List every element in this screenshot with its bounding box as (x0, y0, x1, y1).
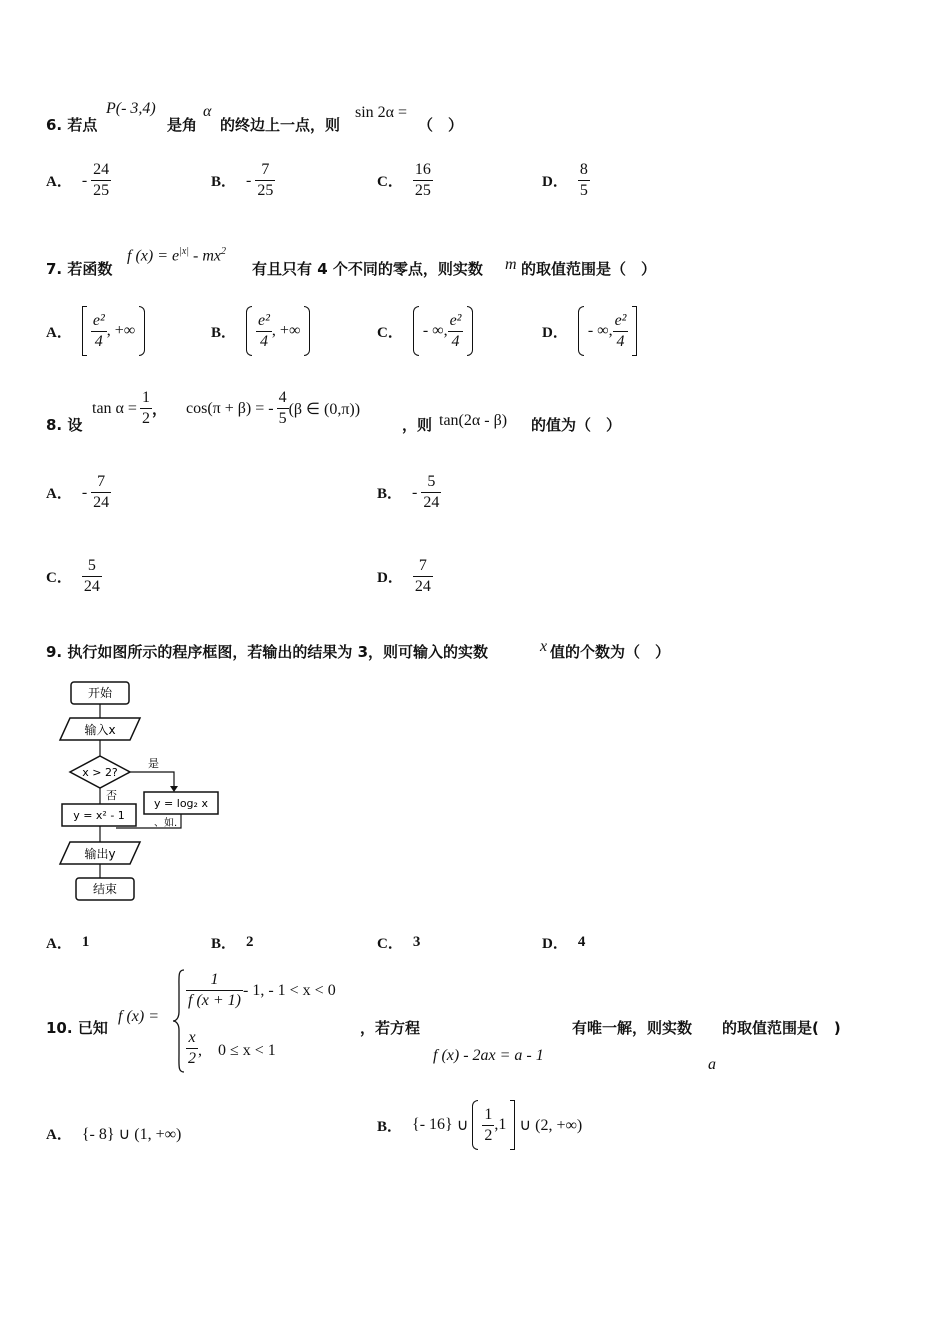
piecewise-case-1 (186, 970, 336, 1011)
fraction (413, 556, 433, 597)
flowchart-note: 、如. (154, 818, 178, 829)
option-label: D． (377, 570, 403, 586)
union-rest: ∪ (2, +∞) (519, 1117, 583, 1134)
tan-alpha-expression (92, 388, 167, 429)
right-paren (139, 306, 145, 356)
interval-start: - ∞, (422, 322, 448, 339)
stem-text: 有且只有 4 个不同的零点，则实数 (252, 260, 483, 278)
question-8-stem (46, 414, 82, 435)
interval-end: , +∞ (106, 322, 136, 339)
question-number: 10. (46, 1019, 73, 1037)
arrow-head (170, 786, 178, 792)
right-paren (467, 306, 473, 356)
option-c[interactable] (46, 556, 102, 597)
question-7-stem (46, 258, 112, 279)
stem-text: 的值为（ ） (531, 416, 622, 434)
left-paren (472, 1100, 478, 1150)
set-part: {- 16} (412, 1116, 453, 1133)
question-number: 9. (46, 643, 63, 661)
option-d[interactable] (542, 160, 590, 201)
option-label: C． (377, 174, 403, 190)
left-paren (246, 306, 252, 356)
fraction (186, 1028, 198, 1069)
sin-expression: sin 2α = (355, 104, 408, 121)
option-label: B． (377, 486, 403, 502)
flowchart-output-text: 输出y (84, 847, 116, 861)
flowchart-end-text: 结束 (92, 882, 118, 896)
option-value: {- 8} ∪ (1, +∞) (81, 1125, 182, 1143)
option-label: C． (377, 936, 403, 952)
right-paren (304, 306, 310, 356)
mx-part: - mx (189, 247, 222, 265)
numerator: e² (91, 311, 107, 332)
stem-text: ，若方程 (360, 1019, 421, 1037)
option-label: B． (377, 1118, 403, 1135)
numerator: 7 (255, 160, 275, 181)
piecewise-brace (172, 968, 186, 1074)
question-9-stem (46, 641, 488, 662)
denominator: 4 (616, 332, 625, 350)
tan-difference-expression: tan(2α - β) (439, 412, 508, 429)
flow-arrow-yes (130, 772, 174, 790)
option-a[interactable] (46, 160, 111, 201)
denominator: 5 (579, 182, 588, 199)
option-b[interactable] (377, 472, 441, 513)
stem-text: 的取值范围是( ) (722, 1019, 841, 1037)
variable-x: x (540, 638, 548, 655)
option-a[interactable] (46, 306, 145, 356)
option-label: B． (211, 936, 237, 952)
interval (578, 306, 638, 356)
denominator: f (x + 1) (188, 992, 241, 1009)
numerator: e² (256, 311, 272, 332)
option-a[interactable] (46, 1123, 181, 1144)
denominator: 24 (83, 578, 100, 595)
numerator: 8 (578, 160, 590, 181)
question-number: 7. (46, 260, 63, 278)
option-label: A． (46, 936, 72, 952)
expr-text: tan α = (92, 399, 137, 417)
separator: ， (151, 400, 167, 418)
fraction (482, 1105, 494, 1146)
exponent: |x| (179, 246, 190, 257)
cos-expression (186, 388, 360, 429)
option-d[interactable] (542, 306, 637, 356)
minus-sign: - (81, 483, 88, 501)
option-label: A． (46, 486, 72, 502)
flowchart-no-box-text: y = x² - 1 (73, 809, 125, 822)
question-10-stem (46, 1017, 108, 1038)
option-label: D． (542, 174, 568, 190)
option-c[interactable] (377, 932, 430, 953)
fraction (613, 311, 629, 352)
flowchart-condition-text: x > 2? (82, 766, 118, 779)
denominator: 24 (414, 578, 431, 595)
question-number: 8. (46, 416, 63, 434)
union-symbol: ∪ (456, 1117, 469, 1134)
fraction (91, 472, 111, 513)
question-number: 6. (46, 116, 63, 134)
numerator: 5 (421, 472, 441, 493)
numerator: 1 (140, 388, 152, 409)
option-value: 1 (81, 934, 90, 950)
alpha-symbol: α (203, 103, 212, 120)
stem-text: 设 (67, 416, 83, 434)
stem-text: 有唯一解，则实数 (572, 1019, 693, 1037)
numerator: e² (613, 311, 629, 332)
case-condition: , 0 ≤ x < 1 (198, 1042, 276, 1059)
piecewise-case-2 (186, 1028, 276, 1069)
fx-part: f (x) = e (127, 247, 180, 265)
option-label: D． (542, 936, 568, 952)
stem-text: ，则 (402, 416, 433, 434)
piecewise-fx: f (x) = (118, 1008, 159, 1025)
left-paren (413, 306, 419, 356)
numerator: e² (448, 311, 464, 332)
denominator: 25 (257, 182, 274, 199)
denominator: 5 (278, 410, 287, 427)
left-bracket (82, 306, 87, 356)
fraction (140, 388, 152, 429)
fraction (91, 311, 107, 352)
variable-a: a (708, 1056, 716, 1073)
denominator: 2 (141, 410, 150, 427)
interval (82, 306, 145, 356)
option-label: C． (377, 324, 403, 341)
fraction (82, 556, 102, 597)
interval (413, 306, 474, 356)
option-label: A． (46, 324, 72, 341)
denominator: 25 (414, 182, 431, 199)
answer-paren: （ ） (418, 116, 464, 134)
interval-start: - ∞, (587, 322, 613, 339)
function-expression (127, 246, 226, 265)
option-d[interactable] (377, 556, 433, 597)
option-label: B． (211, 324, 237, 341)
interval-end: ,1 (494, 1116, 507, 1133)
point-expression: P(- 3,4) (106, 100, 156, 117)
flowchart-yes-box-text: y = log₂ x (154, 797, 208, 810)
flowchart-input-text: 输入x (84, 723, 116, 737)
option-b[interactable] (211, 932, 264, 953)
option-a[interactable] (46, 472, 111, 513)
stem-text: 值的个数为（ ） (550, 643, 671, 661)
flowchart-yes-label: 是 (148, 757, 159, 770)
option-d[interactable] (542, 932, 595, 953)
flowchart (56, 678, 226, 908)
option-c[interactable] (377, 306, 473, 356)
expr-text: cos(π + β) = - (186, 399, 274, 417)
denominator: 25 (93, 182, 110, 199)
option-value: 3 (412, 934, 421, 950)
stem-text: 是角 (167, 116, 198, 134)
beta-domain: (β ∈ (0,π)) (288, 400, 361, 418)
option-label: A． (46, 174, 72, 190)
interval (246, 306, 310, 356)
numerator: x (186, 1028, 198, 1049)
interval (472, 1100, 515, 1150)
fraction (256, 311, 272, 352)
minus-sign: - (412, 483, 418, 501)
option-label: D． (542, 324, 568, 341)
numerator: 16 (413, 160, 433, 181)
fraction (277, 388, 289, 429)
option-value: 2 (246, 934, 254, 950)
denominator: 4 (94, 332, 103, 350)
numerator: 1 (482, 1105, 494, 1126)
numerator: 1 (186, 970, 243, 991)
stem-text: 若点 (67, 116, 98, 134)
option-b[interactable] (377, 1100, 582, 1150)
option-c[interactable] (377, 160, 433, 201)
stem-text: 已知 (77, 1019, 108, 1037)
interval-end: , +∞ (271, 322, 301, 339)
stem-text: 若函数 (67, 260, 113, 278)
option-value: 4 (577, 934, 586, 950)
fraction (186, 970, 243, 1011)
denominator: 2 (188, 1050, 196, 1067)
stem-text: 的取值范围是（ ） (521, 260, 657, 278)
right-bracket (510, 1100, 515, 1150)
fraction (448, 311, 464, 352)
option-b[interactable] (211, 160, 275, 201)
minus-sign: - (246, 171, 252, 189)
option-label: A． (46, 1127, 72, 1143)
question-6-stem (46, 114, 97, 135)
denominator: 4 (451, 332, 460, 350)
stem-text: 的终边上一点，则 (220, 116, 341, 134)
numerator: 7 (91, 472, 111, 493)
equation: f (x) - 2ax = a - 1 (433, 1047, 544, 1064)
denominator: 4 (259, 332, 268, 350)
option-b[interactable] (211, 306, 310, 356)
fraction (578, 160, 590, 201)
variable-m: m (505, 256, 517, 273)
numerator: 5 (82, 556, 102, 577)
numerator: 4 (277, 388, 289, 409)
flowchart-start-text: 开始 (87, 686, 113, 700)
numerator: 24 (91, 160, 111, 181)
stem-text: 执行如图所示的程序框图，若输出的结果为 3，则可输入的实数 (67, 643, 489, 661)
left-paren (578, 306, 584, 356)
option-label: C． (46, 570, 72, 586)
denominator: 24 (423, 494, 440, 511)
right-bracket (632, 306, 637, 356)
denominator: 24 (93, 494, 110, 511)
fraction (91, 160, 111, 201)
minus-sign: - (81, 171, 88, 189)
case-condition: - 1, - 1 < x < 0 (243, 981, 336, 999)
fraction (413, 160, 433, 201)
exponent: 2 (221, 246, 227, 257)
numerator: 7 (413, 556, 433, 577)
option-label: B． (211, 174, 237, 190)
fraction (255, 160, 275, 201)
fraction (421, 472, 441, 513)
option-a[interactable] (46, 932, 99, 953)
denominator: 2 (484, 1126, 493, 1144)
flowchart-no-label: 否 (106, 789, 117, 802)
